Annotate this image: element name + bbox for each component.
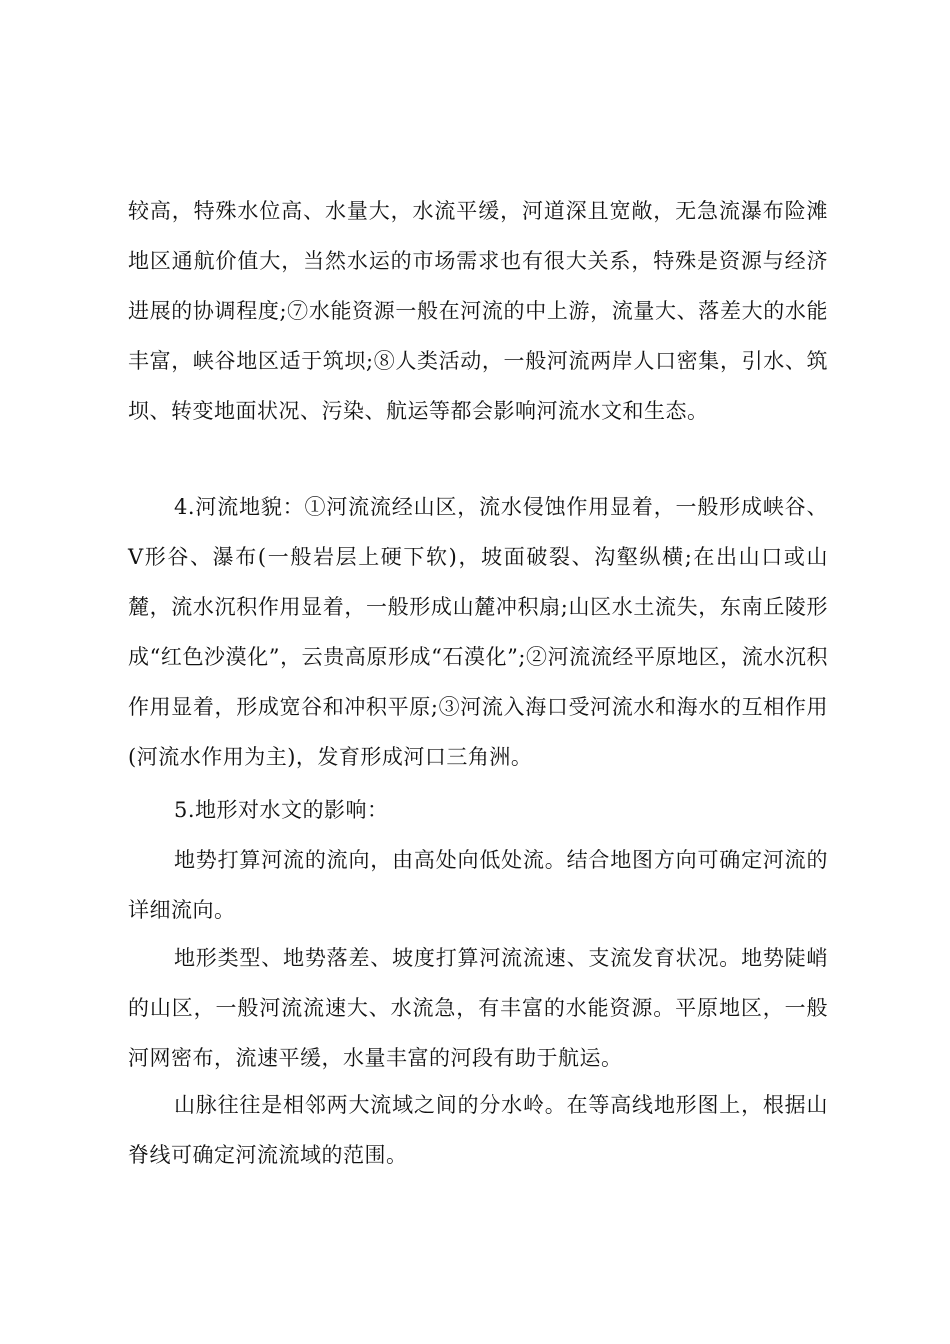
paragraph-text: 4.河流地貌：①河流流经山区，流水侵蚀作用显着，一般形成峡谷、V形谷、瀑布(一般岩层上硬下软)，坡面破裂、沟壑纵横;在出山口或山麓，流水沉积作用显着，一般形成山麓冲积扇;山区水土流失，东南丘陵形成“红色沙漠化”，云贵高原形成“石漠化”;②河流流经平原地区，流水沉积作用显着，形成宽谷和冲积平原;③河流入海口受河流水和海水的互相作用(河流水作用为主)，发育形成河口三角洲。 bbox=[128, 495, 828, 769]
paragraph-text: 地形类型、地势落差、坡度打算河流流速、支流发育状况。地势陡峭的山区，一般河流流速大、水流急，有丰富的水能资源。平原地区，一般河网密布，流速平缓，水量丰富的河段有助于航运。 bbox=[128, 946, 828, 1070]
paragraph-watershed bbox=[128, 1080, 828, 1180]
paragraph-text: 山脉往往是相邻两大流域之间的分水岭。在等高线地形图上，根据山脊线可确定河流流域的范围。 bbox=[128, 1093, 828, 1167]
paragraph-flow-direction bbox=[128, 835, 828, 935]
section-heading-terrain-hydrology bbox=[128, 785, 828, 835]
paragraph-flow-speed bbox=[128, 933, 828, 1083]
paragraph-text: 地势打算河流的流向，由高处向低处流。结合地图方向可确定河流的详细流向。 bbox=[128, 848, 828, 922]
paragraph-text: 较高，特殊水位高、水量大，水流平缓，河道深且宽敞，无急流瀑布险滩地区通航价值大，当然水运的市场需求也有很大关系，特殊是资源与经济进展的协调程度;⑦水能资源一般在河流的中上游，流量大、落差大的水能丰富，峡谷地区适于筑坝;⑧人类活动，一般河流两岸人口密集，引水、筑坝、转变地面状况、污染、航运等都会影响河流水文和生态。 bbox=[128, 199, 828, 423]
paragraph-river-landforms bbox=[128, 482, 828, 782]
paragraph-navigation-hydropower-human bbox=[128, 186, 828, 436]
heading-text: 5.地形对水文的影响： bbox=[174, 798, 389, 822]
